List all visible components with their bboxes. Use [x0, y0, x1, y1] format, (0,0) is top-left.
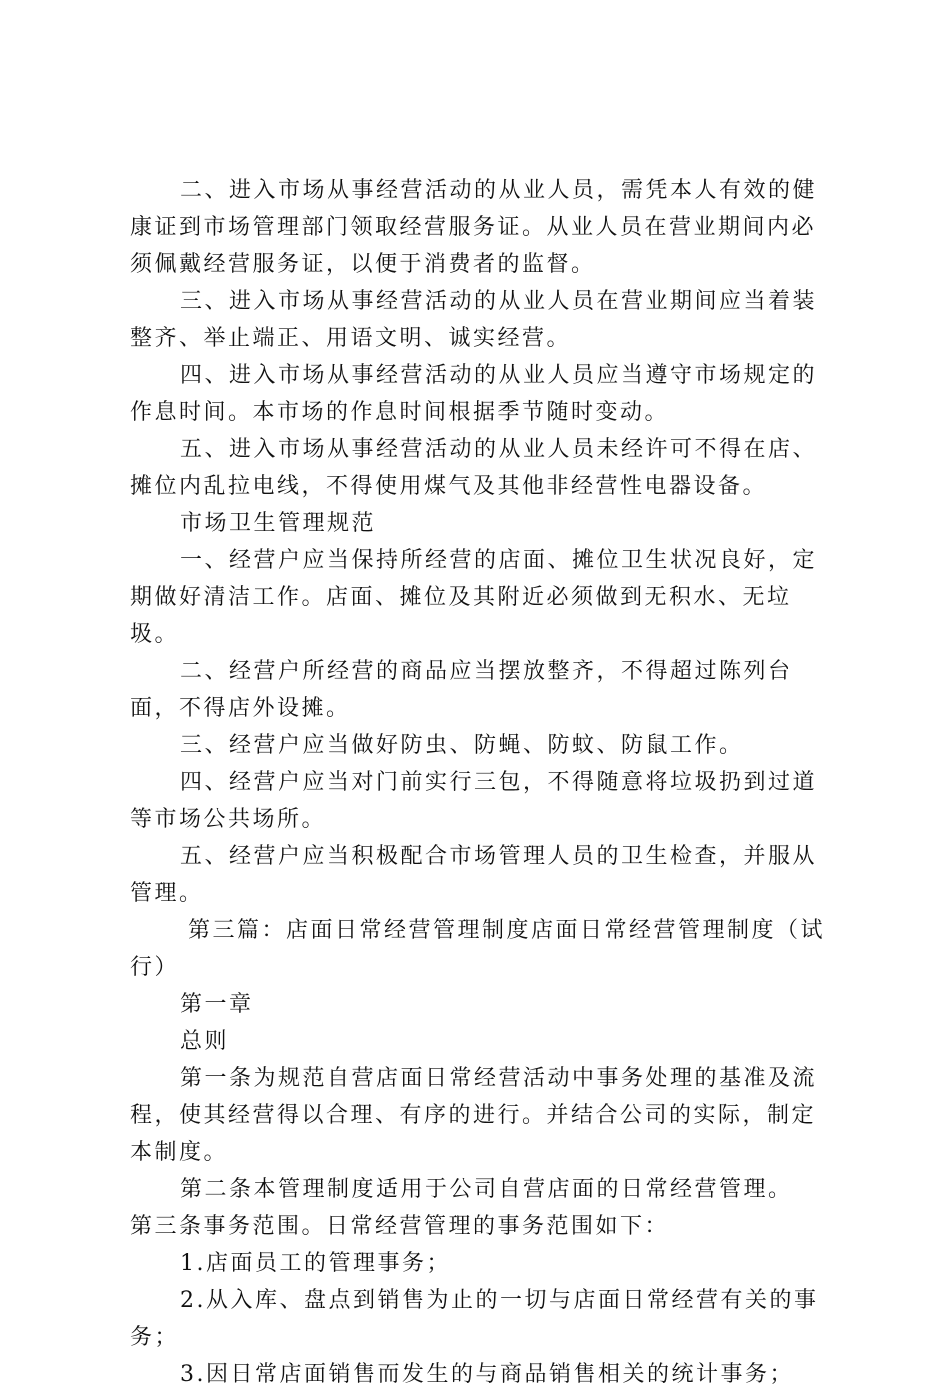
- article-2: 第二条本管理制度适用于公司自营店面的日常经营管理。: [180, 1177, 793, 1202]
- paragraph-hygiene-2: 二、经营户所经营的商品应当摆放整齐，不得超过陈列台面，不得店外设摊。: [130, 659, 793, 721]
- paragraph-staff-hours: 四、进入市场从事经营活动的从业人员应当遵守市场规定的作息时间。本市场的作息时间根据季节随时变动。: [130, 363, 818, 425]
- paragraph-staff-dress: 三、进入市场从事经营活动的从业人员在营业期间应当着装整齐、举止端正、用语文明、诚实经营。: [130, 289, 818, 351]
- chapter-title-part3: 第三篇：店面日常经营管理制度店面日常经营管理制度（试行）: [130, 918, 826, 980]
- paragraph-staff-health-cert: 二、进入市场从事经营活动的从业人员，需凭本人有效的健康证到市场管理部门领取经营服务证。从业人员在营业期间内必须佩戴经营服务证，以便于消费者的监督。: [130, 178, 818, 277]
- list-item-1: 1.店面员工的管理事务；: [180, 1251, 451, 1276]
- paragraph-hygiene-3: 三、经营户应当做好防虫、防蝇、防蚊、防鼠工作。: [180, 733, 744, 758]
- list-item-2: 2.从入库、盘点到销售为止的一切与店面日常经营有关的事务；: [130, 1288, 819, 1350]
- paragraph-staff-electric: 五、进入市场从事经营活动的从业人员未经许可不得在店、摊位内乱拉电线，不得使用煤气及其他非经营性电器设备。: [130, 437, 818, 499]
- paragraph-hygiene-1: 一、经营户应当保持所经营的店面、摊位卫生状况良好，定期做好清洁工作。店面、摊位及其附近必须做到无积水、无垃圾。: [130, 548, 818, 647]
- paragraph-hygiene-4: 四、经营户应当对门前实行三包，不得随意将垃圾扔到过道等市场公共场所。: [130, 770, 818, 832]
- paragraph-hygiene-5: 五、经营户应当积极配合市场管理人员的卫生检查，并服从管理。: [130, 844, 818, 906]
- chapter-heading-1: 第一章: [180, 992, 254, 1017]
- chapter-heading-general: 总则: [180, 1029, 230, 1054]
- list-item-3: 3.因日常店面销售而发生的与商品销售相关的统计事务；: [180, 1362, 794, 1387]
- article-1: 第一条为规范自营店面日常经营活动中事务处理的基准及流程，使其经营得以合理、有序的进行。并结合公司的实际，制定本制度。: [130, 1066, 818, 1165]
- article-3: 第三条事务范围。日常经营管理的事务范围如下：: [130, 1214, 670, 1239]
- document-body: [130, 172, 830, 1393]
- section-heading-hygiene: 市场卫生管理规范: [180, 511, 377, 536]
